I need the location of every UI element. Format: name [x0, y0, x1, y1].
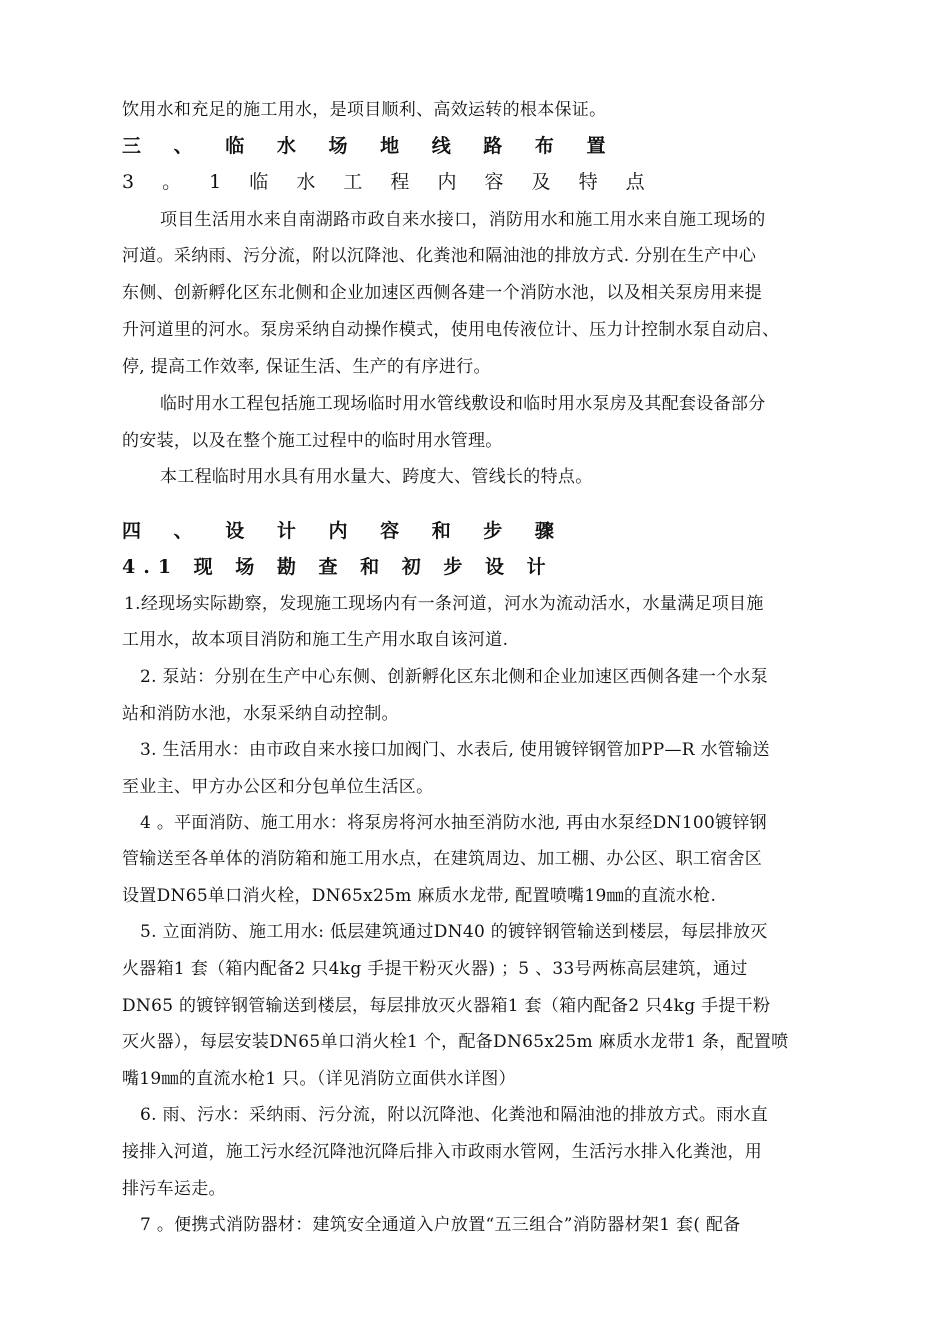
subsection-heading: 4.1 现 场 勘 查 和 初 步 设 计 [122, 556, 554, 578]
list-item-line: 工用水，故本项目消防和施工生产用水取自该河道. [122, 630, 509, 650]
paragraph-line: 河道。采纳雨、污分流，附以沉降池、化粪池和隔油池的排放方式. 分别在生产中心 [122, 246, 757, 266]
list-item-line: 灭火器），每层安装DN65单口消火栓1 个，配备DN65x25m 麻质水龙带1 条，配置喷 [122, 1032, 789, 1052]
list-item-line: 嘴19㎜的直流水枪1 只。（详见消防立面供水详图） [122, 1069, 516, 1089]
list-item-line: 1.经现场实际勘察，发现施工现场内有一条河道，河水为流动活水，水量满足项目施 [124, 594, 764, 614]
list-item-line: 管输送至各单体的消防箱和施工用水点，在建筑周边、加工棚、办公区、职工宿舍区 [122, 849, 763, 869]
paragraph-line: 的安装，以及在整个施工过程中的临时用水管理。 [122, 431, 503, 451]
subsection-heading: 3 。 1 临 水 工 程 内 容 及 特 点 [122, 171, 656, 193]
list-item-line: 接排入河道，施工污水经沉降池沉降后排入市政雨水管网，生活污水排入化粪池，用 [122, 1142, 763, 1162]
list-item-line: 至业主、甲方办公区和分包单位生活区。 [122, 777, 434, 797]
paragraph-line: 本工程临时用水具有用水量大、跨度大、管线长的特点。 [160, 467, 593, 487]
list-item-line: 6. 雨、污水：采纳雨、污分流，附以沉降池、化粪池和隔油池的排放方式。雨水直 [140, 1105, 769, 1125]
list-item-line: DN65 的镀锌钢管输送到楼层，每层排放灭火器箱1 套（箱内配备2 只4kg 手提干粉 [122, 996, 771, 1016]
list-item-line: 5. 立面消防、施工用水: 低层建筑通过DN40 的镀锌钢管输送到楼层，每层排放灭 [140, 922, 768, 942]
list-item-line: 7 。便携式消防器材：建筑安全通道入户放置“五三组合”消防器材架1 套( 配备 [140, 1215, 741, 1235]
list-item-line: 站和消防水池，水泵采纳自动控制。 [122, 704, 399, 724]
list-item-line: 4 。平面消防、施工用水：将泵房将河水抽至消防水池, 再由水泵经DN100镀锌钢 [140, 813, 767, 833]
paragraph-line: 项目生活用水来自南湖路市政自来水接口，消防用水和施工用水来自施工现场的 [160, 210, 766, 230]
section-heading: 三 、 临 水 场 地 线 路 布 置 [122, 135, 619, 157]
list-item-line: 排污车运走。 [122, 1179, 226, 1199]
paragraph-line: 临时用水工程包括施工现场临时用水管线敷设和临时用水泵房及其配套设备部分 [160, 394, 766, 414]
section-heading: 四 、 设 计 内 容 和 步 骤 [122, 520, 567, 542]
list-item-line: 设置DN65单口消火栓，DN65x25m 麻质水龙带, 配置喷嘴19㎜的直流水枪. [122, 886, 717, 906]
paragraph-line: 东侧、创新孵化区东北侧和企业加速区西侧各建一个消防水池，以及相关泵房用来提 [122, 283, 763, 303]
list-item-line: 3. 生活用水：由市政自来水接口加阀门、水表后, 使用镀锌钢管加PP—R 水管输送 [140, 740, 770, 760]
paragraph-line: 饮用水和充足的施工用水，是项目顺利、高效运转的根本保证。 [122, 100, 607, 120]
list-item-line: 2. 泵站：分别在生产中心东侧、创新孵化区东北侧和企业加速区西侧各建一个水泵 [140, 667, 769, 687]
list-item-line: 火器箱1 套（箱内配备2 只4kg 手提干粉灭火器) ；5 、33号两栋高层建筑，通过 [122, 959, 748, 979]
paragraph-line: 升河道里的河水。泵房采纳自动操作模式，使用电传液位计、压力计控制水泵自动启、 [122, 320, 780, 340]
paragraph-line: 停, 提高工作效率, 保证生活、生产的有序进行。 [122, 357, 491, 377]
